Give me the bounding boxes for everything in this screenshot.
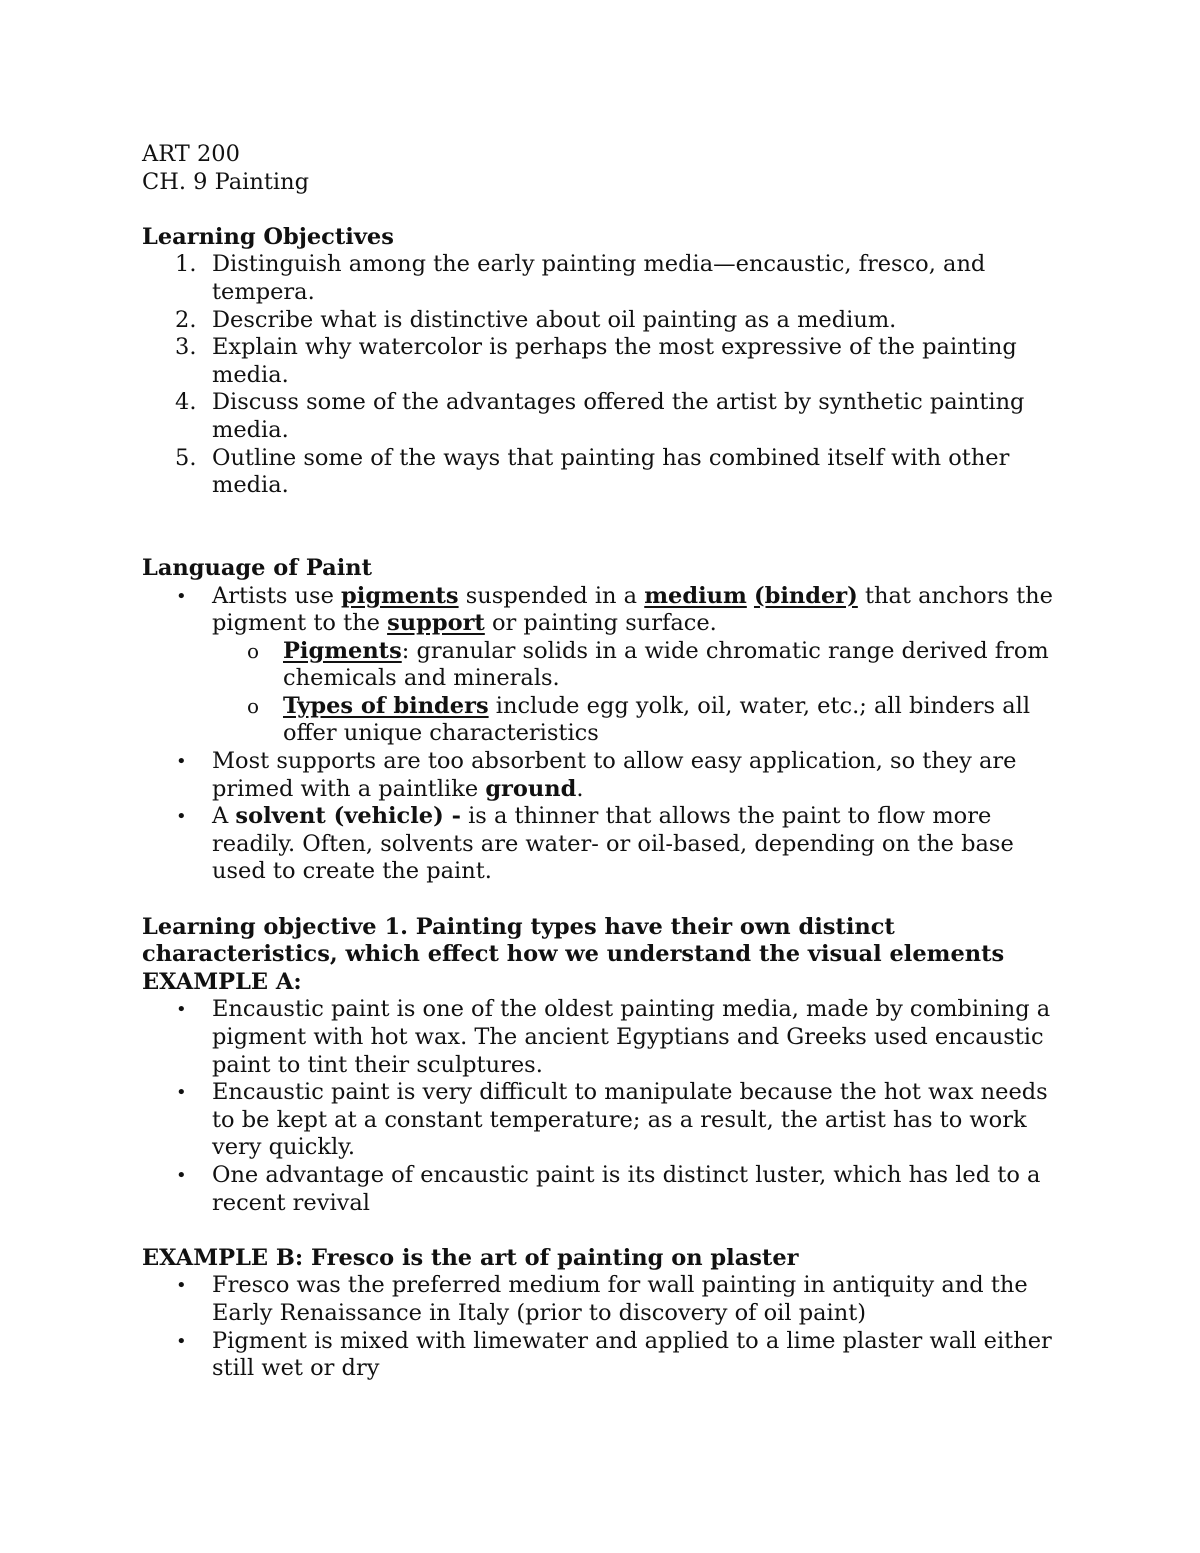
objective-text: Explain why watercolor is perhaps the most expressive of the painting media. bbox=[212, 334, 1017, 388]
language-list-continued bbox=[142, 748, 1072, 886]
language-item-pigments-medium bbox=[142, 583, 1072, 638]
objectives-list bbox=[142, 251, 1072, 499]
spacer bbox=[142, 886, 1072, 914]
text-run: Artists use bbox=[212, 582, 342, 609]
list-item-text: Encaustic paint is very difficult to manipulate because the hot wax needs to be kept at a constant temperature; as a result, the artist has to work very quickly. bbox=[212, 1079, 1048, 1161]
bullet-icon: • bbox=[176, 1275, 187, 1297]
objective-number: 1. bbox=[175, 251, 197, 278]
text-run: that anchors the pigment to the bbox=[212, 582, 1053, 637]
list-item-text: Encaustic paint is one of the oldest painting media, made by combining a pigment with hot wax. The ancient Egyptians and Greeks used encaustic paint to tint their sculptures. bbox=[212, 996, 1051, 1078]
term-medium: medium bbox=[644, 582, 747, 609]
lo1-heading: Learning objective 1. Painting types have their own distinct characteristics, which effect how we understand the visual elements bbox=[142, 913, 1005, 968]
objective-item bbox=[142, 389, 1072, 444]
bullet-icon: • bbox=[176, 585, 187, 607]
objective-text: Describe what is distinctive about oil painting as a medium. bbox=[212, 306, 897, 333]
list-item bbox=[142, 996, 1072, 1079]
text-run: suspended in a bbox=[458, 582, 645, 609]
sub-item-binders bbox=[212, 693, 1072, 748]
text-run: or painting surface. bbox=[484, 610, 717, 637]
text-run bbox=[747, 583, 754, 609]
fresco-list bbox=[142, 1272, 1072, 1382]
sub-bullet-icon: o bbox=[247, 638, 260, 663]
text-run: include egg yolk, oil, water, etc.; all binders all offer unique characteristics bbox=[283, 692, 1031, 747]
sub-bullet-icon: o bbox=[247, 693, 260, 718]
bullet-icon: • bbox=[176, 1330, 187, 1352]
objective-text: Outline some of the ways that painting has combined itself with other media. bbox=[212, 444, 1010, 499]
example-a-heading: EXAMPLE A: bbox=[142, 968, 302, 995]
list-item-text: One advantage of encaustic paint is its distinct luster, which has led to a recent revival bbox=[212, 1161, 1041, 1216]
language-sublist bbox=[142, 638, 1072, 748]
objectives-heading: Learning Objectives bbox=[142, 223, 394, 250]
text-run: Most supports are too absorbent to allow easy application, so they are primed with a paintlike bbox=[212, 748, 1017, 802]
objective-item bbox=[142, 251, 1072, 306]
list-item-text: Fresco was the preferred medium for wall painting in antiquity and the Early Renaissance in Italy (prior to discovery of oil paint) bbox=[212, 1272, 1028, 1326]
list-item bbox=[142, 1328, 1072, 1383]
language-item-solvent bbox=[142, 803, 1072, 886]
objective-item bbox=[142, 445, 1072, 500]
term-solvent: solvent (vehicle) - bbox=[235, 803, 461, 830]
list-item bbox=[142, 1272, 1072, 1327]
document-page bbox=[142, 141, 1072, 1383]
example-b-heading: EXAMPLE B: Fresco is the art of painting on plaster bbox=[142, 1244, 799, 1271]
bullet-icon: • bbox=[176, 1082, 187, 1104]
bullet-icon: • bbox=[176, 1164, 187, 1186]
sub-item-pigments bbox=[212, 638, 1072, 693]
text-run: is a thinner that allows the paint to flow more readily. Often, solvents are water- or oil-based, depending on the base used to create the paint. bbox=[212, 803, 1014, 885]
objective-item bbox=[142, 307, 1072, 335]
list-item-text: Pigment is mixed with limewater and applied to a lime plaster wall either still wet or dry bbox=[212, 1327, 1052, 1382]
objective-number: 4. bbox=[175, 389, 197, 416]
text-run: . bbox=[576, 775, 584, 802]
objective-number: 2. bbox=[175, 306, 197, 333]
term-pigments-def: Pigments bbox=[283, 637, 402, 664]
objective-number: 5. bbox=[175, 444, 197, 471]
list-item bbox=[142, 1079, 1072, 1162]
term-support: support bbox=[387, 610, 485, 637]
language-heading: Language of Paint bbox=[142, 554, 373, 581]
bullet-icon: • bbox=[176, 999, 187, 1021]
language-list bbox=[142, 583, 1072, 638]
bullet-icon: • bbox=[176, 806, 187, 828]
spacer bbox=[142, 1217, 1072, 1245]
term-pigments: pigments bbox=[341, 582, 459, 609]
text-run: : granular solids in a wide chromatic range derived from chemicals and minerals. bbox=[283, 637, 1049, 692]
objective-text: Discuss some of the advantages offered the artist by synthetic painting media. bbox=[212, 389, 1025, 443]
objective-number: 3. bbox=[175, 334, 197, 361]
term-types-of-binders: Types of binders bbox=[283, 692, 489, 719]
text-run: A bbox=[212, 803, 236, 830]
term-ground: ground bbox=[485, 775, 577, 802]
objective-text: Distinguish among the early painting media—encaustic, fresco, and tempera. bbox=[212, 251, 986, 305]
spacer bbox=[142, 196, 1072, 224]
bullet-icon: • bbox=[176, 751, 187, 773]
encaustic-list bbox=[142, 996, 1072, 1217]
chapter-title: CH. 9 Painting bbox=[142, 168, 309, 195]
list-item bbox=[142, 1162, 1072, 1217]
objective-item bbox=[142, 334, 1072, 389]
spacer bbox=[142, 500, 1072, 555]
course-title: ART 200 bbox=[142, 141, 240, 167]
language-item-ground bbox=[142, 748, 1072, 803]
term-binder: (binder) bbox=[753, 582, 858, 609]
